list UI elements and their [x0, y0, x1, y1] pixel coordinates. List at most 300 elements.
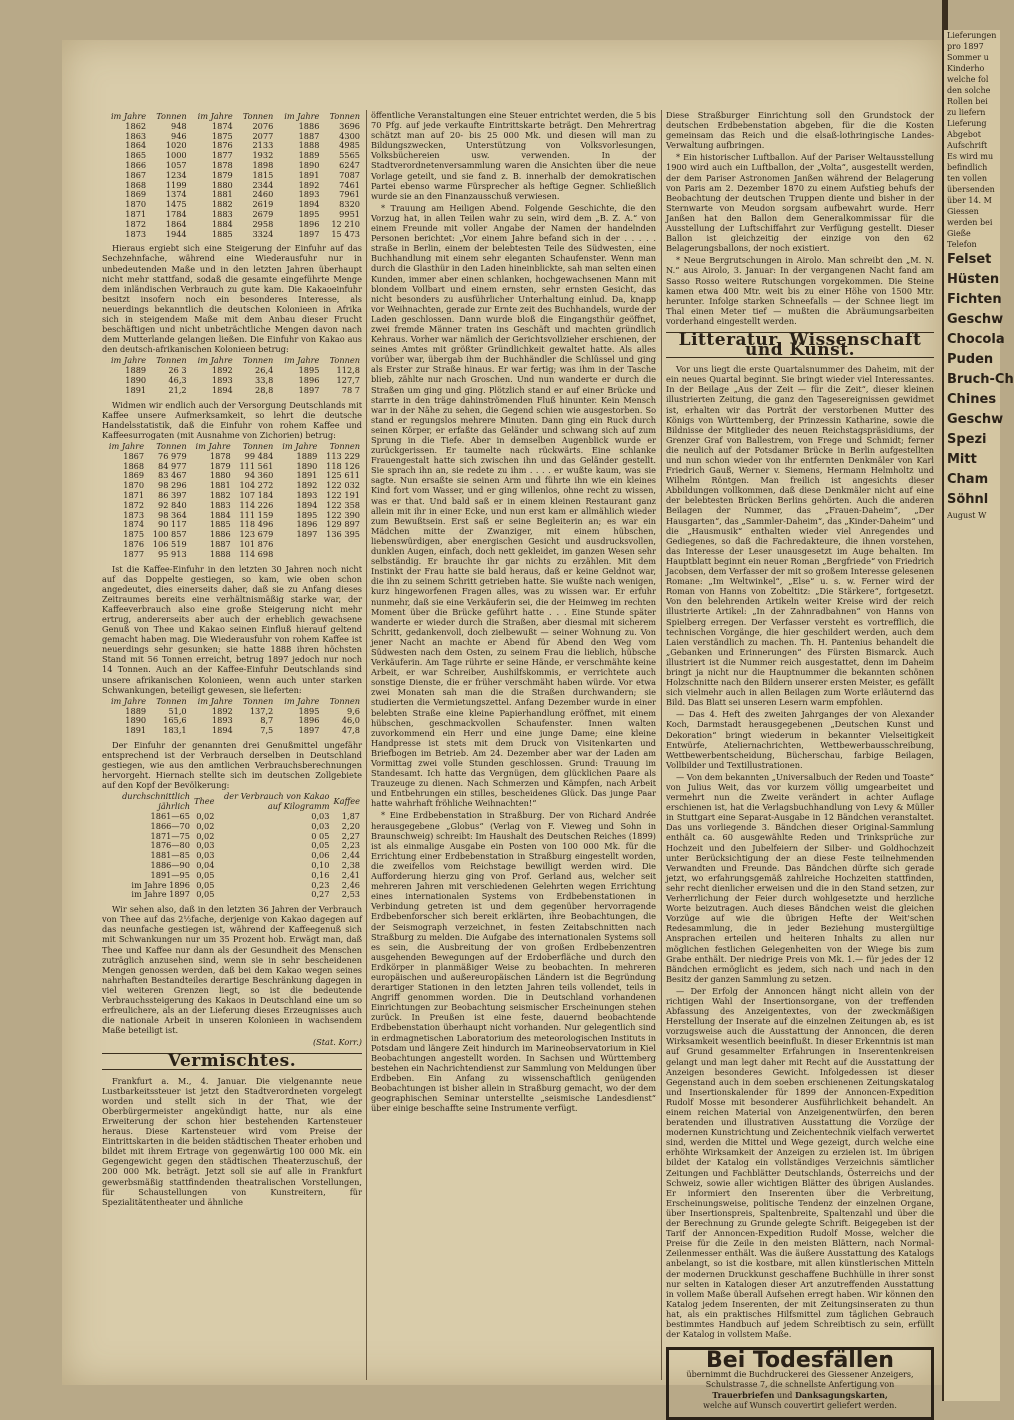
table-header: Tonnen: [156, 440, 187, 451]
table-header: der Verbrauch von Kakao auf Kilogramm: [223, 791, 330, 812]
table-cell: 1872: [123, 499, 145, 510]
table-cell: 1876—80: [150, 840, 190, 851]
table-header: im Jahre: [110, 355, 147, 366]
paragraph-frankfurt-cont: öffentliche Veranstaltungen eine Steuer entrichtet werden, die 5 bis 70 Pfg. auf jede verkaufte Eintrittskarte beträgt. Den Mehrertrag schätzt man auf 20- bis 25 000 Mk. und diesen will man zu Bildungszwecken, Unterstützung von Volksvorlesungen, Volksbüchereien usw. verwenden. In der Stadtverordnetenversammlung waren die Ansichten über die neue Vorlage geteilt, und sie fand z. B. innerhalb der demokratischen Partei ebenso warme Fürsprecher als heftige Gegner. Schließlich wurde sie an den Finanzausschuß verwiesen.: [371, 110, 656, 201]
table-cell: 1894: [211, 384, 233, 395]
table-cell: 1867: [125, 169, 147, 180]
table-cell: 7,5: [260, 725, 274, 736]
adjacent-page-text: Spezi: [947, 432, 987, 447]
ad-title: Bei Todesfällen: [706, 1348, 894, 1374]
table-header: Tonnen: [242, 440, 274, 451]
table-cell: 122 358: [326, 499, 360, 510]
table-cell: 1886: [298, 120, 320, 131]
table-cell: 1880: [209, 470, 231, 481]
table-cell: 1887: [209, 538, 231, 549]
table-cell: 1881—85: [150, 850, 190, 861]
table-cell: 5565: [339, 150, 360, 161]
column-rule: [366, 110, 367, 1380]
table-cell: 114 226: [239, 499, 274, 510]
table-cell: 1885: [209, 519, 231, 530]
adjacent-page-text: Bruch-Ch: [947, 372, 1014, 387]
table-cell: 26 3: [168, 365, 187, 376]
table-cell: 1873: [123, 509, 145, 520]
table-cell: 47,8: [341, 725, 360, 736]
article-annoncen: — Der Erfolg der Annoncen hängt nicht allein von der richtigen Wahl der Insertionsorgane, von der treffenden Abfassung des Anzeigentextes, von der zweckmäßigen Herstellung der Inserate auf die einzelnen Zeitungen ab, es ist vorzugsweise auch die Ausstattung der Annoncen, die deren Wirksamkeit wesentlich beeinflußt. In dieser Erkenntnis ist man auf Grund gesammelter Erfahrungen in Inserentenkreisen gelangt und man legt daher mit Recht auf die Ausstattung der Anzeigen besonderes Gewicht. Infolgedessen ist dieser Gegenstand auch in dem soeben erschienenen Zeitungskatalog und Insertionskalender für 1899 der Annoncen-Expedition Rudolf Mosse mit besonderer Ausführlichkeit behandelt. An einem reichen Material von Anzeigenentwürfen, den beren beratenden und illustrativen Ausstattung die Vorzüge der modernen Kunstrichtung und Zeichentechnik vielfach verwertet sind, werden die Mittel und Wege gezeigt, durch welche eine erhöhte Wirksamkeit der Anzeigen zu erzielen ist. Im übrigen bildet der Katalog ein vollständiges Verzeichnis sämtlicher Zeitungen und Fachblätter Deutschlands, Österreichs und der Schweiz, sowie aller wichtigen Blätter des übrigen Auslandes. Er informiert den Inserenten über die Verbreitung, Erscheinungsweise, politische Tendenz der einzelnen Organe, über Insertionspreis, Spaltenbreite, Spaltenzahl und über die der Berechnung zu Grunde gelegte Schrift. Beigegeben ist der Tarif der Annoncen-Expedition Rudolf Mosse, welcher die Preise für die Zeile in den meisten Blättern, nach Normal-Zeilenmesser enthält. Was die äußere Ausstattung des Katalogs anbelangt, so ist die kostbare, mit allen künstlerischen Mitteln der modernen Druckkunst geschaffene Buchhülle in ihrer sonst nur selten in Katalogen dieser Art anzutreffenden Ausstattung in vollem Maße überall Aufsehen erregt haben. Wir können den Katalog jedem Inserenten, der mit Zeitungsinseraten zu thun hat, als ein praktisches Hilfsmittel zum täglichen Gebrauch bestimmtes Handbuch auf jedem Schreibtisch zu sein, erfüllt der Katalog in vollstem Maße.: [666, 985, 934, 1340]
table-cell: 0,04: [196, 859, 215, 870]
adjacent-page-text: Puden: [947, 352, 994, 367]
table-cell: 123 679: [239, 529, 274, 540]
table-cell: 2344: [252, 179, 274, 190]
table-cell: 107 184: [239, 489, 274, 500]
table-cell: 0,03: [196, 850, 215, 861]
table-cell: 83 467: [158, 470, 187, 481]
table-cell: 1875: [211, 130, 233, 141]
table-cell: 111 159: [239, 509, 274, 520]
table-cell: 1891: [125, 725, 147, 736]
ad-emphasis: Trauerbriefen: [712, 1390, 775, 1401]
table-colonies-cocoa: [102, 356, 362, 395]
adjacent-page-text: Geschw: [947, 312, 1004, 327]
table-cell: 1886—90: [150, 859, 190, 870]
table-cell: 76 979: [158, 450, 187, 461]
adjacent-page-text: über 14. M: [947, 196, 992, 205]
table-header: im Jahre: [197, 695, 233, 706]
table-cell: 1891: [296, 470, 318, 481]
table-header: im Jahre: [284, 695, 320, 706]
table-header: Tonnen: [242, 111, 274, 121]
table-cell: 1876: [211, 140, 233, 151]
table-cell: 8320: [339, 199, 360, 210]
table-cell: 1896: [298, 374, 320, 385]
table-cell: 4300: [339, 130, 360, 141]
table-header: Kaffee: [333, 796, 360, 807]
table-cell: 1199: [165, 179, 187, 190]
table-cell: 2,44: [341, 850, 360, 861]
table-cell: 1878: [209, 450, 231, 461]
table-cell: 1894: [298, 199, 320, 210]
table-cell: 99 484: [244, 450, 274, 461]
table-row: [102, 550, 362, 560]
table-cell: 1932: [252, 150, 274, 161]
table-cell: 0,06: [311, 850, 330, 861]
table-cell: 1057: [165, 159, 187, 170]
adjacent-page-text: Sommer u: [947, 53, 989, 62]
table-cell: 78 7: [341, 384, 360, 395]
table-cell: 137,2: [249, 705, 274, 716]
table-cell: 2,46: [341, 879, 360, 890]
table-header: Thee: [193, 796, 215, 807]
table-cell: 118 126: [326, 460, 360, 471]
paragraph-erdbeben-cont: Diese Straßburger Einrichtung soll den Grundstock der deutschen Erdbebenstation abgeben, für die die Kosten gemeinsam das Reich und die elsaß-lothringische Landes-Verwaltung aufbringen.: [666, 110, 934, 151]
table-header: im Jahre: [282, 440, 318, 451]
table-cell: 1885: [211, 228, 233, 239]
table-cell: 98 364: [158, 509, 187, 520]
table-cell: 1000: [165, 150, 187, 161]
table-cell: 1898: [252, 159, 274, 170]
table-cell: 1871: [123, 489, 145, 500]
table-cell: 106 519: [152, 538, 187, 549]
adjacent-page-strip: [944, 30, 1014, 1401]
paragraph-frankfurt: Frankfurt a. M., 4. Januar. Die vielgenannte neue Lustbarkeitssteuer ist jetzt den Stadtverordneten vorgelegt worden und stellt sich in der That, wie der Oberbürgermeister angekündigt hatte, nur als eine Erweiterung der schon hier bestehenden Kartensteuer heraus. Diese Kartensteuer wird vom Preise der Eintrittskarten in die beiden städtischen Theater erhoben und bildet mit ihrem Ertrage von gegenwärtig 100 000 Mk. ein Gegengewicht gegen den städtischen Theaterzuschuß, der 200 000 Mk. beträgt. Jetzt soll sie auf alle in Frankfurt gewerbsmäßig stattfindenden theatralischen Vorstellungen, für Schaustellungen von Kunstreitern, für Spezialitätentheater und ähnliche: [102, 1075, 362, 1207]
column-rule: [661, 110, 662, 1380]
adjacent-page-text: August W: [947, 511, 987, 520]
table-cell: 122 032: [326, 480, 360, 491]
table-cell: im Jahre 1897: [131, 889, 190, 900]
table-cell: 7461: [339, 179, 360, 190]
table-cell: 183,1: [163, 725, 187, 736]
table-cell: 1896: [296, 519, 318, 530]
paragraph-cocoa-1: Hieraus ergiebt sich eine Steigerung der Einfuhr auf das Sechzehnfache, während eine Wiederausfuhr nur in unbedeutenden Maße und in den letzten Jahren überhaupt nicht mehr stattfand, sodaß die gesamte eingeführte Menge dem inländischen Verbrauch zu gute kam. Die Kakaoeinfuhr besitzt insofern noch ein besonderes Interesse, als neuerdings bekanntlich die deutschen Kolonieen in Afrika sich in steigendem Maße mit dem Anbau dieser Frucht beschäftigen und nicht unbeträchtliche Mengen davon nach dem Mutterlande gelangen ließen. Die Einfuhr von Kakao aus den deutsch-afrikanischen Kolonieen betrug:: [102, 243, 362, 355]
table-cell: 26,4: [255, 365, 274, 376]
section-heading-vermischtes: Vermischtes.: [102, 1053, 362, 1069]
table-cell: 1869: [123, 470, 145, 481]
table-cell: 98 296: [158, 480, 187, 491]
table-cell: 95 913: [158, 548, 187, 559]
table-cell: 0,02: [196, 830, 215, 841]
table-cocoa-import: [102, 112, 362, 239]
ad-emphasis: Danksagungskarten,: [794, 1390, 888, 1401]
ad-body: [675, 1370, 925, 1411]
table-cell: 1895: [296, 509, 318, 520]
table-cell: 51,0: [168, 705, 187, 716]
table-cell: 1895: [298, 365, 320, 376]
adjacent-page-text: Aufschrift: [947, 141, 988, 150]
table-cell: 1877: [123, 548, 145, 559]
table-cell: 6247: [339, 159, 360, 170]
table-consumption: [102, 792, 362, 900]
table-cell: 1889: [125, 365, 147, 376]
table-cell: 1883: [209, 499, 231, 510]
table-coffee: [102, 442, 362, 560]
table-cell: 94 360: [244, 470, 274, 481]
table-cell: 2,41: [341, 869, 360, 880]
table-cell: 1890: [298, 159, 320, 170]
ad-line: und: [776, 1391, 793, 1401]
article-erdbebenstation: * Eine Erdbebenstation in Straßburg. Der von Richard Andrée herausgegebene „Globus“ (Verlag von F. Vieweg und Sohn in Braunschweig) schreibt: Im Haushalt des Deutschen Reiches (1899) ist als einmalige Ausgabe ein Posten von 100 000 Mk. für die Errichtung einer Erdbebenstation in Straßburg eingestellt worden, die zweifellos vom Reichstage bewilligt werden wird. Die Aufforderung hierzu ging von Prof. Gerland aus, welcher seit mehreren Jahren mit verschiedenen Gelehrten wegen Errichtung eines internationalen Systems von Erdbebenstationen in Verbindung getreten ist und dem gegenüber hervorragende Erdbebenforscher sich bereit erklärten, ihre Beobachtungen, die der Seismograph verzeichnet, in festen Zeitabschnitten nach Straßburg zu melden. Die Aufgabe des internationalen Systems soll es sein, die Ausbreitung der von großen Erdbebenzentren ausgehenden Bewegungen auf der Erdoberfläche und durch den Erdkörper in planmäßiger Weise zu beobachten. In mehreren europäischen und außereuropäischen Ländern ist die Begründung derartiger Stationen in den letzten Jahren teils vollendet, teils in Angriff genommen worden. Die in Deutschland vorhandenen Einrichtungen zur Beobachtung seismischer Erscheinungen stehen zurück. In Preußen ist eine feste, dauernd beobachtende Erdbebenstation überhaupt nicht vorhanden. Nur gelegentlich sind in erdmagnetischen Laboratorium des meteorologischen Instituts in Potsdam und längere Zeit hindurch im Marineobservatorium in Kiel Beobachtungen angestellt worden. In Sachsen und Württemberg bestehen ein Nachrichtendienst zur Sammlung von Meldungen über Erdbeben. Ein Anfang zu wissenschaftlich genügenden Beobachtungen ist bisher allein in Straßburg gemacht, wo der dem geographischen Seminar unterstellte „seismische Landesdienst“ über einige beschaffte seine Instrumente verfügt.: [371, 810, 656, 1114]
table-cell: 0,23: [311, 879, 330, 890]
table-cell: 125 611: [326, 470, 360, 481]
table-cell: 1863: [125, 130, 147, 141]
table-header: Tonnen: [329, 440, 360, 451]
table-cell: 1868: [123, 460, 145, 471]
table-cell: 1881: [209, 480, 231, 491]
table-header: im Jahre: [197, 355, 233, 366]
table-cell: 0,16: [311, 869, 330, 880]
table-cell: 1234: [165, 169, 187, 180]
table-cell: 948: [171, 120, 187, 131]
adjacent-page-text: Geschw: [947, 412, 1004, 427]
table-cell: 1897: [298, 228, 320, 239]
table-cell: 1878: [211, 159, 233, 170]
table-cell: 1889: [125, 705, 147, 716]
table-cell: 46,3: [168, 374, 187, 385]
table-cell: 86 397: [158, 489, 187, 500]
table-cell: 0,02: [196, 820, 215, 831]
table-cell: 1874: [123, 519, 145, 530]
paragraph-consumption: Der Einfuhr der genannten drei Genußmittel ungefähr entsprechend ist der Verbrauch derselben in Deutschland gestiegen, wie aus den amtlichen Verbrauchsberechnungen hervorgeht. Hiernach stellte sich im deutschen Zollgebiete auf den Kopf der Bevölkerung:: [102, 739, 362, 791]
adjacent-page-text: Fichten: [947, 292, 1002, 307]
table-cell: 0,03: [196, 840, 215, 851]
table-cell: 129 897: [326, 519, 360, 530]
table-cell: 1882: [209, 489, 231, 500]
table-cell: 1882: [211, 199, 233, 210]
table-cell: 946: [171, 130, 187, 141]
table-cell: 1890: [296, 460, 318, 471]
table-cell: 1896: [298, 218, 320, 229]
table-cell: 1879: [211, 169, 233, 180]
table-cell: 1888: [298, 140, 320, 151]
paragraph-consumption-2: Wir sehen also, daß in den letzten 36 Jahren der Verbrauch von Thee auf das 2½fache, derjenige von Kakao dagegen auf das neunfache gestiegen ist, während der Kaffeegenuß sich mit Schwankungen nur um 35 Prozent hob. Erwägt man, daß Thee und Kaffee nur dann als der Gesundheit des Menschen zuträglich anzusehen sind, wenn sie in sehr bescheidenen Mengen genossen werden, daß bei dem Kakao wegen seines nahrhaften Bestandteiles derartige Beschränkung dagegen in viel weiteren Grenzen liegt, so ist die bedeutende Verbrauchssteigerung des Kakaos in Deutschland eine um so erfreulichere, als an der Lieferung dieses Erzeugnisses auch die nationale Arbeit in unseren Kolonieen in wachsendem Maße beteiligt ist.: [102, 904, 362, 1036]
table-cell: 3696: [339, 120, 360, 131]
table-cell: 1891: [125, 384, 147, 395]
table-cell: 1877: [211, 150, 233, 161]
table-cell: 2,53: [341, 889, 360, 900]
table-cell: 1876: [123, 538, 145, 549]
table-cell: 0,27: [311, 889, 330, 900]
table-cell: 1889: [298, 150, 320, 161]
table-cell: 165,6: [163, 715, 187, 726]
table-cell: 1866—70: [150, 820, 190, 831]
table-cell: 1892: [298, 179, 320, 190]
table-cell: 1884: [209, 509, 231, 520]
table-cell: 1897: [298, 725, 320, 736]
table-cell: 0 05: [311, 830, 330, 841]
table-cell: 1890: [125, 715, 147, 726]
adjacent-page-text: werden bei: [947, 218, 993, 227]
table-cell: 7087: [339, 169, 360, 180]
table-row: [102, 890, 362, 900]
table-cell: 1865: [125, 150, 147, 161]
table-header: im Jahre: [195, 440, 231, 451]
table-cell: 1,87: [341, 810, 360, 821]
adjacent-page-text: Lieferungen: [947, 31, 997, 40]
table-cell: 9951: [339, 208, 360, 219]
adjacent-page-text: Es wird mu: [947, 152, 994, 161]
table-cell: 1894: [211, 725, 233, 736]
table-cell: 1869: [125, 189, 147, 200]
table-cell: 1883: [211, 208, 233, 219]
table-header: im Jahre: [284, 111, 320, 121]
column-3: [666, 110, 934, 1411]
table-cell: 1873: [125, 228, 147, 239]
table-cell: 1871: [125, 208, 147, 219]
adjacent-page-text: Mitt: [947, 452, 977, 467]
table-cell: 1892: [296, 480, 318, 491]
source-note: (Stat. Korr.): [312, 1037, 362, 1048]
adjacent-page-text: ten vollen: [947, 174, 987, 183]
article-universalbuch: — Von dem bekannten „Universalbuch der Reden und Toaste“ von Julius Weit, das vor kurzem völlig umgearbeitet und vermehrt nun die Zweite verändert in achter Auflage erschienen ist, hat die Verlagsbuchhandlung von Levy & Müller in Stuttgart eine Separat-Ausgabe in 12 Bändchen veranstaltet. Das uns vorliegende 3. Bändchen dieser Original-Sammlung enthält ca. 60 ausgewählte Reden und Trinksprüche zur Hochzeit und den Jubelfeiern der Silber- und Goldhochzeit unter Berücksichtigung der an diese Feste teilnehmenden Verwandten und Freunde. Das Bändchen dürfte sich gerade jetzt, wo erfahrungsgemäß zahlreiche Hochzeiten stattfinden, sehr recht dienlicher erweisen und die in den Stand setzen, zur Verherrlichung der Feier durch wohlgesetzte und herzliche Worte beizutragen. Auch dieses Bändchen weist die gleichen Vorzüge auf wie die übrigen Hefte der Weit'schen Redesammlung, die in jeder Beziehung mustergültige Ansprachen erteilen und heiteren Inhalts zu allen nur möglichen festlichen Gelegenheiten von der Wiege bis zum Grabe enthält. Der niedrige Preis von Mk. 1.— für jedes der 12 Bändchen ermöglicht es jedem, sich nach und nach in den Besitz der ganzen Sammlung zu setzen.: [666, 771, 934, 984]
adjacent-page-text: Lieferung: [947, 119, 987, 128]
adjacent-page-text: Chocola: [947, 332, 1005, 347]
table-header: Tonnen: [156, 111, 187, 121]
table-cell: 1892: [211, 705, 233, 716]
table-header: im Jahre: [108, 440, 145, 451]
table-cell: 2460: [252, 189, 274, 200]
table-cell: 2,27: [341, 830, 360, 841]
table-cell: 2,23: [341, 840, 360, 851]
table-cell: 1897: [298, 384, 320, 395]
table-cell: 1944: [165, 228, 187, 239]
table-cell: 12 210: [331, 218, 360, 229]
table-cell: 1867: [123, 450, 145, 461]
adjacent-page-text: Hüsten: [947, 272, 1000, 287]
table-cell: 2,20: [341, 820, 360, 831]
table-cell: 2076: [252, 120, 274, 131]
table-cell: 1875: [123, 529, 145, 540]
adjacent-page-text: zu liefern: [947, 108, 986, 117]
table-cell: 1889: [296, 450, 318, 461]
table-cell: 2077: [252, 130, 274, 141]
table-cell: 1868: [125, 179, 147, 190]
table-cell: 0,10: [311, 859, 330, 870]
table-header: im Jahre: [284, 355, 320, 366]
adjacent-page-text: übersenden: [947, 185, 995, 194]
adjacent-page-text: Chines: [947, 392, 997, 407]
adjacent-page-text: Söhnl: [947, 492, 989, 507]
table-cell: 111 561: [239, 460, 274, 471]
adjacent-page-text: Kinderho: [947, 64, 985, 73]
table-cell: 1862: [125, 120, 147, 131]
section-heading-literatur: Litteratur, Wissenschaft und Kunst.: [666, 332, 934, 358]
table-cell: 1874: [211, 120, 233, 131]
adjacent-page-text: Felset: [947, 252, 992, 267]
table-cell: 1888: [209, 548, 231, 559]
table-cell: 1893: [211, 374, 233, 385]
table-cell: 1784: [165, 208, 187, 219]
table-cell: 1893: [298, 189, 320, 200]
table-cell: [275, 540, 319, 550]
table-cell: im Jahre 1896: [131, 879, 190, 890]
table-header: Tonnen: [329, 695, 360, 706]
table-cell: 1895: [298, 208, 320, 219]
adjacent-page-text: welche fol: [947, 75, 989, 84]
table-header: Tonnen: [242, 695, 274, 706]
table-cell: 2958: [252, 218, 274, 229]
table-cell: 1020: [165, 140, 187, 151]
table-cell: 1892: [211, 365, 233, 376]
table-cell: 1879: [209, 460, 231, 471]
table-cell: 1887: [298, 130, 320, 141]
table-cell: 1872: [125, 218, 147, 229]
table-header: Tonnen: [242, 355, 274, 366]
table-cell: 1891—95: [150, 869, 190, 880]
table-cell: 1890: [125, 374, 147, 385]
table-cell: 1864: [165, 218, 187, 229]
table-cell: 1893: [211, 715, 233, 726]
table-cell: 0,03: [311, 810, 330, 821]
table-cell: 1861—65: [150, 810, 190, 821]
table-cell: 122 191: [326, 489, 360, 500]
table-cell: 1896: [298, 715, 320, 726]
advertisement-todesfaelle: [666, 1347, 934, 1420]
adjacent-page-text: pro 1897: [947, 42, 984, 51]
adjacent-page-text: Giessen: [947, 207, 979, 216]
table-cell: 7961: [339, 189, 360, 200]
table-cell: 1866: [125, 159, 147, 170]
table-colonies-coffee: [102, 697, 362, 736]
table-cell: 1871—75: [150, 830, 190, 841]
table-cell: 0,02: [196, 810, 215, 821]
table-cell: 1815: [252, 169, 274, 180]
table-header: Tonnen: [156, 355, 187, 366]
table-cell: 2,38: [341, 859, 360, 870]
column-2: [371, 110, 656, 1380]
table-cell: 0,05: [196, 869, 215, 880]
table-cell: 4985: [339, 140, 360, 151]
table-cell: 1881: [211, 189, 233, 200]
table-header: durchschnittlich jährlich: [122, 791, 190, 812]
table-cell: 0,05: [311, 840, 330, 851]
table-cell: 33,8: [255, 374, 274, 385]
table-cell: 1893: [296, 489, 318, 500]
ad-line: welche auf Wunsch couvertirt geliefert werden.: [703, 1401, 897, 1411]
table-cell: 1886: [209, 529, 231, 540]
adjacent-page-text: Telefon: [947, 240, 977, 249]
adjacent-page-text: Rollen bei: [947, 97, 988, 106]
table-cell: 104 272: [239, 480, 274, 491]
table-cell: 1374: [165, 189, 187, 200]
table-cell: 2679: [252, 208, 274, 219]
adjacent-page-text: Gieße: [947, 229, 971, 238]
table-cell: 0,05: [196, 889, 215, 900]
table-cell: 1894: [296, 499, 318, 510]
table-cell: 1880: [211, 179, 233, 190]
table-cell: 113 229: [326, 450, 360, 461]
table-cell: 1884: [211, 218, 233, 229]
adjacent-page-text: Abgebot: [947, 130, 981, 139]
table-cell: 1864: [125, 140, 147, 151]
table-cell: 118 496: [239, 519, 274, 530]
table-cell: 92 840: [158, 499, 187, 510]
table-cell: 1870: [123, 480, 145, 491]
table-cell: 1475: [165, 199, 187, 210]
table-cell: 28,8: [255, 384, 274, 395]
article-deutsche-kunst: — Das 4. Heft des zweiten Jahrganges der von Alexander Koch, Darmstadt herausgegebenen „Deutschen Kunst und Dekoration“ bringt wiederum in bekannter Vielseitigkeit Entwürfe, Ateliernachrichten, Wettbewerbausschreibung, Wettbewerbentscheidung, Bücherschau, farbige Beilagen, Vollbilder und Textillustrationen.: [666, 709, 934, 770]
table-cell: 1870: [125, 199, 147, 210]
table-header: im Jahre: [110, 111, 147, 121]
table-cell: 1897: [296, 529, 318, 540]
table-cell: 46,0: [341, 715, 360, 726]
table-row: [102, 726, 362, 736]
table-cell: 127,7: [336, 374, 360, 385]
table-cell: 2619: [252, 199, 274, 210]
table-cell: 90 117: [158, 519, 187, 530]
column-1: [102, 110, 362, 1380]
table-header: Tonnen: [156, 695, 187, 706]
table-cell: 1895: [298, 705, 320, 716]
table-header: Tonnen: [329, 355, 360, 366]
table-cell: 101 876: [239, 538, 274, 549]
table-cell: 100 857: [152, 529, 187, 540]
article-airolo: * Neue Bergrutschungen in Airolo. Man schreibt den „M. N. N.“ aus Airolo, 3. Januar: In der vergangenen Nacht fand am Sasso Rosso weitere Rutschungen vorgekommen. Die Steine kamen etwa 400 Mtr. weit bis zu einer Höhe von 1500 Mtr. herunter. Infolge starken Schneefalls — der Schnee liegt im Thal einen Meter tief — mußten die Abräumungsarbeiten vorderhand eingestellt werden.: [666, 255, 934, 326]
table-header: Tonnen: [329, 111, 360, 121]
table-cell: 2133: [252, 140, 274, 151]
table-cell: 15 473: [331, 228, 360, 239]
table-cell: 0,05: [196, 879, 215, 890]
table-cell: 114 698: [239, 548, 274, 559]
adjacent-page-text: den solche: [947, 86, 991, 95]
table-row: [102, 230, 362, 240]
paragraph-coffee-1: Widmen wir endlich auch der Versorgung Deutschlands mit Kaffee unsere Aufmerksamkeit, so lehrt die deutsche Handelsstatistik, daß die Einfuhr von rohem Kaffee und Kaffeesurrogaten (mit Ausnahme von Zichorien) betrug:: [102, 399, 362, 440]
table-cell: [275, 550, 319, 560]
paragraph-coffee-2: Ist die Kaffee-Einfuhr in den letzten 30 Jahren noch nicht auf das Doppelte gestiegen, so kam, wie oben schon angedeutet, dies einerseits daher, daß sie zu Anfang dieses Zeitraumes bereits eine verhältnismäßig starke war, der Kaffeeverbrauch also eine große Steigerung nicht mehr ertrug, andererseits aber auch der erheblich gewachsene Genuß von Thee und Kakao seinen Einfluß hierauf geltend gemacht haben mag. Die Wiederausfuhr von rohem Kaffee ist neuerdings sehr gesunken; sie hatte 1888 ihren höchsten Stand mit 56 Tonnen erreicht, betrug 1897 jedoch nur noch 14 Tonnen. Auch an der Kaffee-Einfuhr Deutschlands sind unsere afrikanischen Kolonieen, wenn auch unter starken Schwankungen, beteiligt gewesen, sie lieferten:: [102, 563, 362, 695]
table-row: [102, 386, 362, 396]
table-cell: 1891: [298, 169, 320, 180]
table-cell: 3324: [252, 228, 274, 239]
table-cell: 112,8: [336, 365, 360, 376]
table-cell: 136 395: [326, 529, 360, 540]
adjacent-page-text: Cham: [947, 472, 989, 487]
